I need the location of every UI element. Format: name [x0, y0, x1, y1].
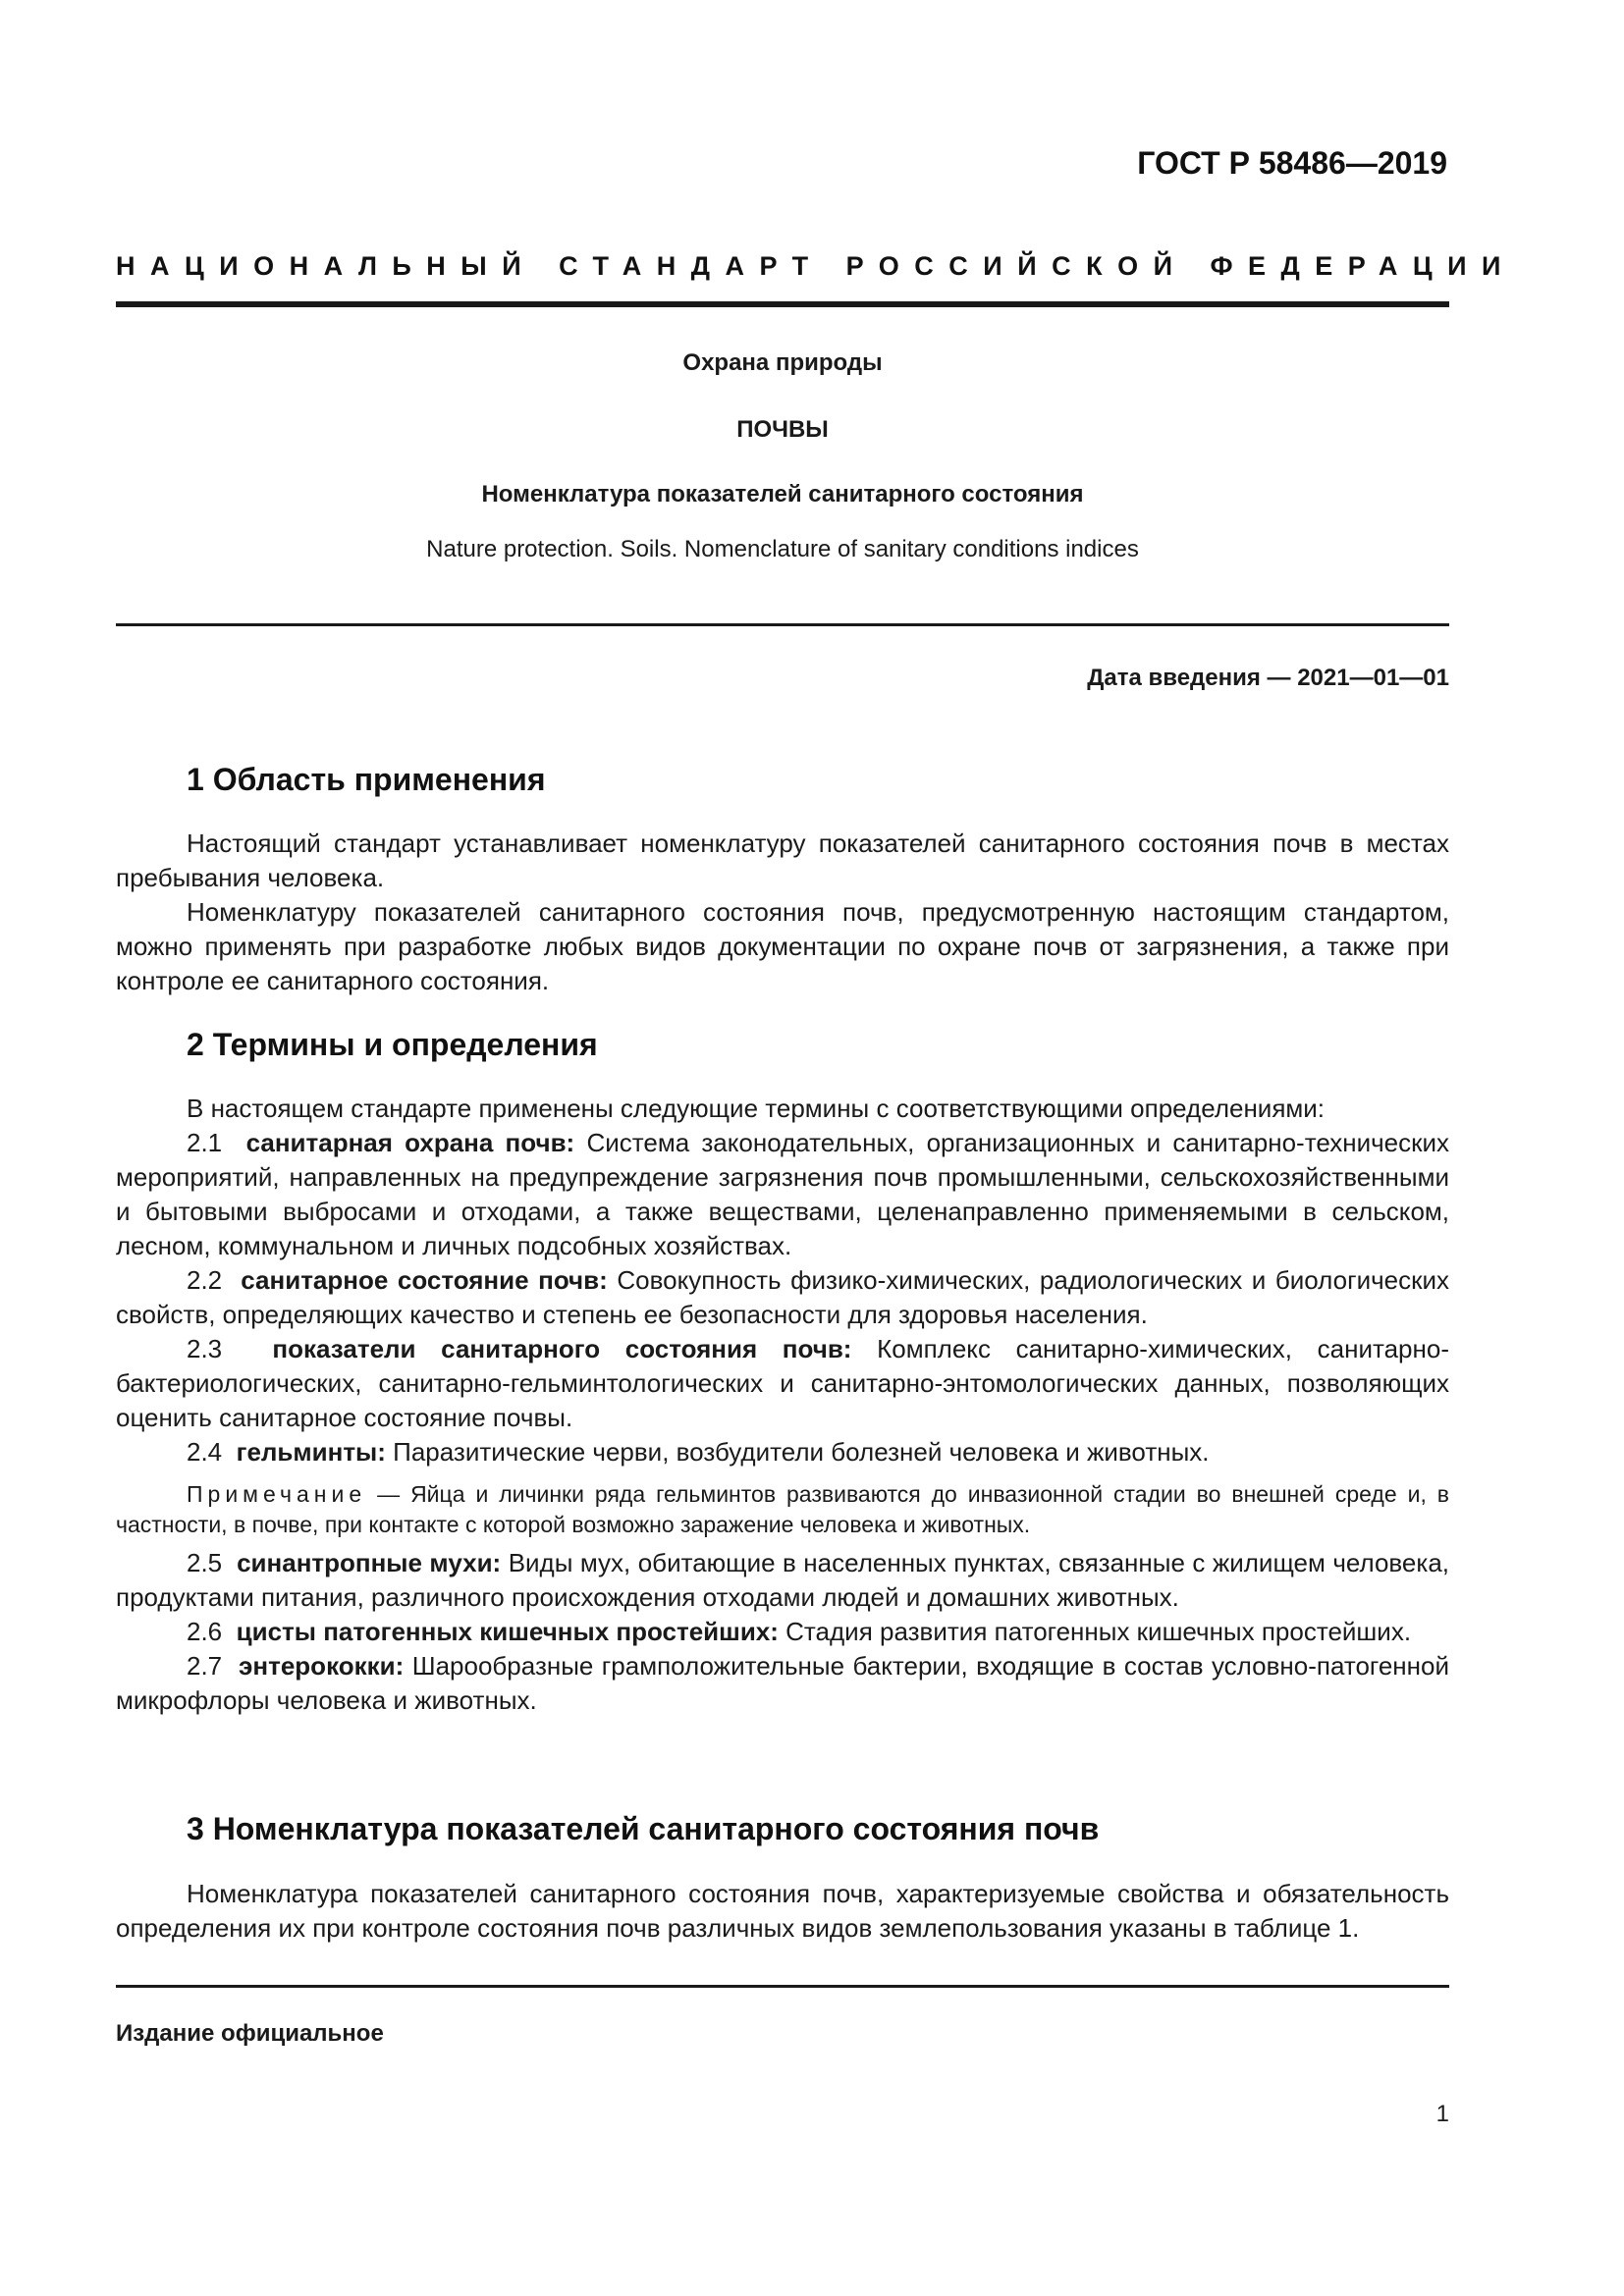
header-rule [116, 301, 1449, 307]
note-text: — Яйца и личинки ряда гельминтов развиваются до инвазионной стадии во внешней среде и, в частности, в почве, при контакте с которой возможно заражение человека и животных. [116, 1481, 1450, 1537]
term-definition [116, 1126, 1449, 1263]
term-text: Виды мух, обитающие в населенных пунктах, связанные с жилищем человека, продуктами питания, различного происхождения отходами людей и домашних животных. [116, 1548, 1450, 1612]
term-name: гельминты: [236, 1437, 386, 1467]
national-standard-title: НАЦИОНАЛЬНЫЙ СТАНДАРТ РОССИЙСКОЙ ФЕДЕРАЦИИ [116, 251, 1516, 281]
term-number: 2.3 [187, 1334, 223, 1363]
section-2-heading: 2 Термины и определения [187, 1027, 598, 1062]
term-definition [116, 1332, 1449, 1435]
note-label: Примечание [187, 1481, 367, 1507]
term-text: Стадия развития патогенных кишечных простейших. [785, 1617, 1412, 1646]
page-number: 1 [1435, 2101, 1449, 2127]
term-name: энтерококки: [239, 1651, 405, 1681]
term-definition [116, 1263, 1449, 1332]
term-number: 2.5 [187, 1548, 223, 1577]
term-definition [116, 1615, 1449, 1649]
section-1-paragraph: Номенклатуру показателей санитарного состояния почв, предусмотренную настоящим стандартом, можно применять при разработке любых видов документации по охране почв от загрязнения, а также при контроле ее санитарного состояния. [116, 897, 1449, 995]
term-name: цисты патогенных кишечных простейших: [236, 1617, 779, 1646]
subject-title: ПОЧВЫ [736, 416, 829, 443]
standard-number: ГОСТ Р 58486—2019 [1137, 145, 1447, 181]
title-rule [116, 623, 1449, 626]
section-2-intro: В настоящем стандарте применены следующие термины с соответствующими определениями: [187, 1094, 1326, 1123]
term-name: санитарная охрана почв: [245, 1128, 575, 1157]
term-text: Система законодательных, организационных и санитарно-технических мероприятий, направленных на предупреждение загрязнения почв промышленными, сельскохозяйственными и бытовыми выбросами и отходами, а также веществами, целенаправленно применяемыми в сельском, лесном, коммунальном и личных подсобных хозяйствах. [116, 1128, 1449, 1260]
footer-rule [116, 1985, 1449, 1988]
term-name: показатели санитарного состояния почв: [272, 1334, 852, 1363]
section-3-heading: 3 Номенклатура показателей санитарного состояния почв [187, 1811, 1100, 1846]
note [116, 1479, 1449, 1540]
term-text: Шарообразные грамположительные бактерии, входящие в состав условно-патогенной микрофлоры человека и животных. [116, 1651, 1449, 1715]
term-number: 2.2 [187, 1265, 223, 1295]
section-1-body [116, 827, 1449, 998]
english-title: Nature protection. Soils. Nomenclature of sanitary conditions indices [426, 536, 1139, 562]
section-1-paragraph: Настоящий стандарт устанавливает номенклатуру показателей санитарного состояния почв в местах пребывания человека. [116, 828, 1449, 892]
section-1-heading: 1 Область применения [187, 762, 546, 797]
section-2-body [116, 1092, 1449, 1718]
term-text: Паразитические черви, возбудители болезней человека и животных. [393, 1437, 1210, 1467]
term-text: Совокупность физико-химических, радиологических и биологических свойств, определяющих качество и степень ее безопасности для здоровья населения. [116, 1265, 1449, 1329]
official-edition: Издание официальное [116, 2020, 384, 2047]
document-title: Номенклатура показателей санитарного состояния [481, 481, 1084, 507]
term-name: синантропные мухи: [237, 1548, 502, 1577]
term-number: 2.1 [187, 1128, 223, 1157]
section-3-paragraph: Номенклатура показателей санитарного состояния почв, характеризуемые свойства и обязательность определения их при контроле состояния почв различных видов землепользования указаны в таблице 1. [116, 1879, 1449, 1943]
term-definition [116, 1546, 1449, 1615]
term-number: 2.6 [187, 1617, 223, 1646]
section-3-body [116, 1877, 1449, 1946]
term-name: санитарное состояние почв: [241, 1265, 608, 1295]
category-title: Охрана природы [682, 349, 883, 376]
term-number: 2.7 [187, 1651, 223, 1681]
term-number: 2.4 [187, 1437, 223, 1467]
term-text: Комплекс санитарно-химических, санитарно-бактериологических, санитарно-гельминтологических и санитарно-энтомологических данных, позволяющих оценить санитарное состояние почвы. [116, 1334, 1449, 1432]
introduction-date: Дата введения — 2021—01—01 [1087, 665, 1449, 691]
term-definition [116, 1435, 1449, 1469]
term-definition [116, 1649, 1449, 1718]
